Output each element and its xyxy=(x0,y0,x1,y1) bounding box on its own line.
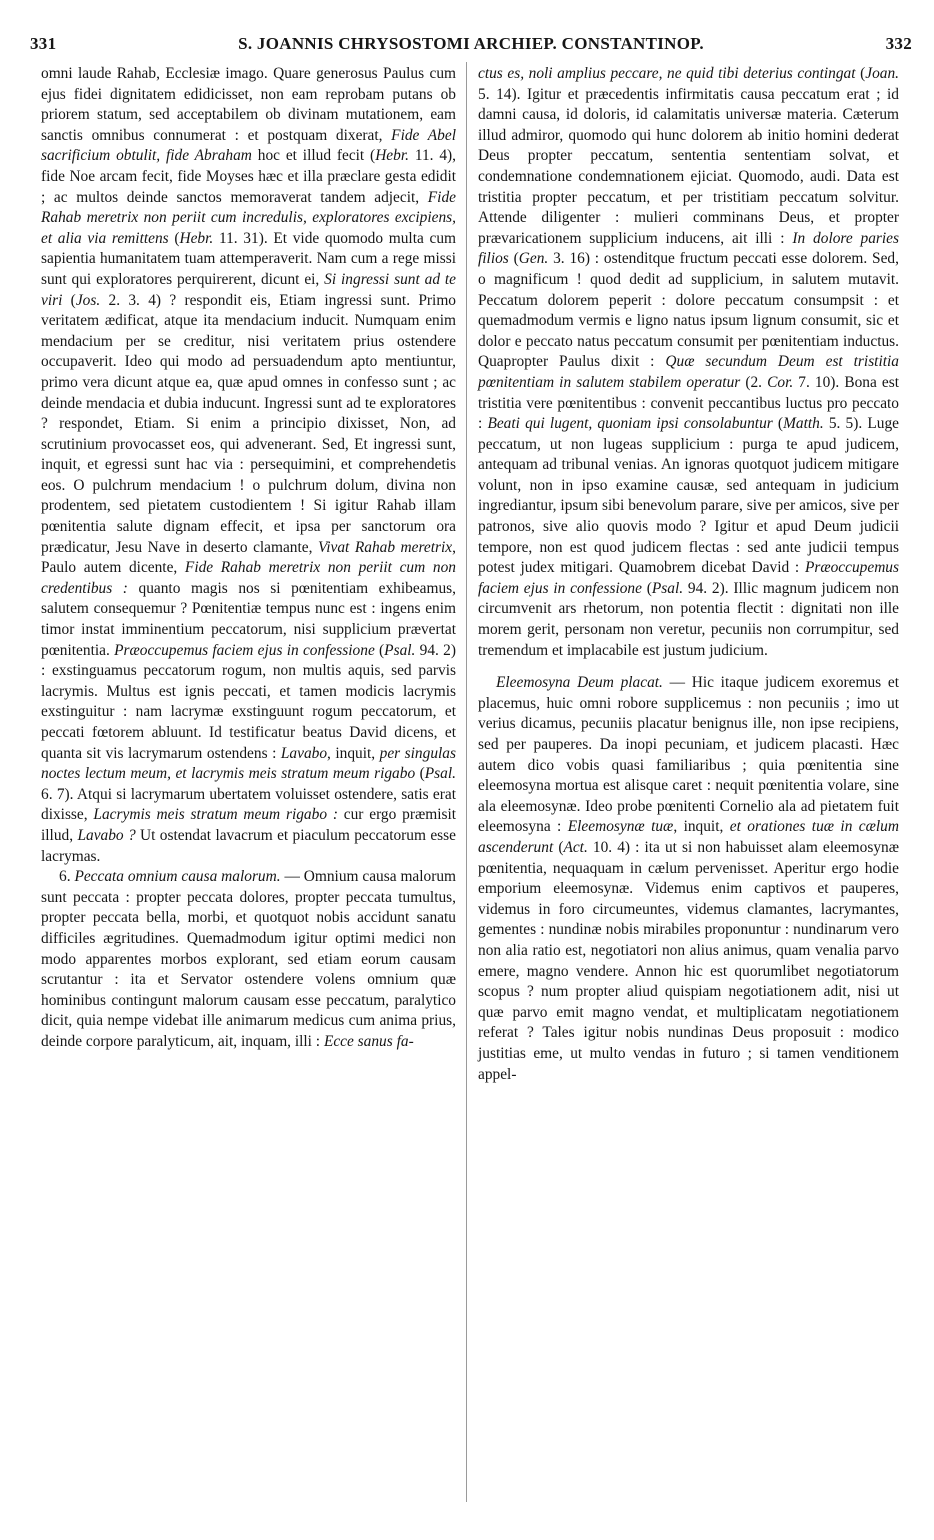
italic-run: Jos. xyxy=(75,291,101,309)
italic-run: Ecce sanus fa- xyxy=(323,1032,414,1050)
italic-run: Psal. xyxy=(651,579,684,597)
column-divider xyxy=(466,62,467,1502)
page-number-left: 331 xyxy=(30,34,57,53)
italic-run: Fide Rahab meretrix non periit cum incredulis, exploratores excipiens, et alia via remittens xyxy=(41,188,456,247)
italic-run: Peccata omnium causa malorum. xyxy=(74,868,281,886)
italic-run: per singulas noctes lectum meum, et lacrymis meis stratum meum rigabo xyxy=(41,744,456,783)
page-number-right: 332 xyxy=(885,34,912,53)
italic-run: Fide Abel sacrificium obtulit, fide Abraham xyxy=(41,126,456,165)
italic-run: Gen. xyxy=(518,250,549,268)
italic-run: ctus es, noli amplius peccare, ne quid tibi deterius contingat xyxy=(478,65,856,82)
left-paragraph-2: 6. Peccata omnium causa malorum. — Omnium causa malorum sunt peccata : propter peccata dolores, propter peccata tumultus, propter peccata bella, morbi, et quotquot nobis accidunt sanatu difficiles ægritudines. Quemadmodum igitur optimi medici non modo apparentes morbos explorant, sed etiam eorum causam scrutantur : ita et Servator ostendere volens omnium quæ hominibus contingunt malorum causam esse peccatum, paralytico dicit, quia nempe videbat ille animarum medicus cum anima prius, deinde corpore paralyticum, ait, inquam, illi : Ecce sanus fa- xyxy=(41,868,457,1050)
italic-run: Cor. xyxy=(767,373,794,391)
italic-run: Act. xyxy=(563,838,588,856)
italic-run: Psal. xyxy=(424,765,456,783)
right-paragraph-1: ctus es, noli amplius peccare, ne quid tibi deterius contingat (Joan. 5. 14). Igitur et præcedentis infirmitatis causa peccatum erat ; id damni causa, id doloris, id calamitatis universæ materia. Cæterum illud admiror, quomodo qui hunc dolorem ab initio homini dederat Deus propter peccatum, sententia sententiam solvat, et condemnatione condemnationem ejiciat. Quomodo, audi. Data est tristitia propter peccatum, et per tristitiam peccatum solvitur. Attende diligenter : mulieri comminans Deus, et propter prævaricationem supplicium inducens, ait illi : In dolore paries filios (Gen. 3. 16) : ostenditque fructum peccati esse dolorem. Sed, o magnificum ! quod dedit ad supplicium, in salutem mutavit. Peccatum dolorem peperit : dolore peccatum consumpsit : et quemadmodum vermis e ligno natus ipsum lignum consumit, sic et dolor e peccato natus peccatum consumit per pœnitentiam inductus. Quapropter Paulus dixit : Quæ secundum Deum est tristitia pœnitentiam in salutem stabilem operatur (2. Cor. 7. 10). Bona est tristitia vere pœnitentibus : convenit peccantibus luctus pro peccato : Beati qui lugent, quoniam ipsi consolabuntur (Matth. 5. 5). Luge peccatum, ut non lugeas supplicium : purga te apud judicem, antequam ad tribunal venias. An ignoras quotquot judicem mitigare volunt, non in ipso examine causæ, sed antequam in judicium ingrediantur, ipsum sibi benevolum parare, sive per amicos, sive per patronos, sive alio quovis modo ? Igitur et apud Deum judicii tempore, non est quod judicem flectas : sed ante judicii tempus potest judex mitigari. Quamobrem dicebat David : Præoccupemus faciem ejus in confessione (Psal. 94. 2). Illic magnum judicem non circumvenit ars rhetorum, non potentia flectit : dignitati non ille morem gerit, personam non veretur, pecuniis non corrumpitur, sed tremendum et implacabile est justum judicium. xyxy=(478,65,900,659)
italic-run: Si ingressi sunt ad te viri xyxy=(41,270,457,309)
italic-run: Hebr. xyxy=(375,147,409,165)
italic-run: Fide Rahab meretrix non periit cum non credentibus : xyxy=(41,559,456,597)
italic-run: Lavabo ? xyxy=(77,826,136,844)
italic-run: In dolore paries filios xyxy=(478,229,900,268)
italic-run: Matth. xyxy=(783,415,824,433)
italic-run: Hebr. xyxy=(179,229,214,247)
italic-run: Præoccupemus faciem ejus in confessione xyxy=(114,641,375,659)
italic-run: Lavabo xyxy=(280,744,328,762)
left-paragraph-1: omni laude Rahab, Ecclesiæ imago. Quare generosus Paulus cum ejus fidei dignitatem edidicisset, non eam reprobam putans ob priorem statum, sed acceptabilem ob divinam mutationem, eam sanctis omnibus connumerat : et postquam dixerat, Fide Abel sacrificium obtulit, fide Abraham hoc et illud fecit (Hebr. 11. 4), fide Noe arcam fecit, fide Moyses hæc et illa præclare gesta edidit ; ac multos deinde sanctos memoraverat tandem adjecit, Fide Rahab meretrix non periit cum incredulis, exploratores excipiens, et alia via remittens (Hebr. 11. 31). Et vide quomodo multa cum sapientia humanitatem tuam attemperaverit. Nam cum a rege missi sunt qui exploratores perquirerent, dicunt ei, Si ingressi sunt ad te viri (Jos. 2. 3. 4) ? respondit eis, Etiam ingressi sunt. Primo veritatem ædificat, atque ita mendacium inducit. Numquam enim mendacium per se creditur, nisi veritatem prius ostendere occupaverit. Ideo qui modo ad persuadendum apto mentiuntur, primo vera dicunt atque ea, quæ apud omnes in confesso sunt ; ac deinde mendacia et dubia inducunt. Ingressi sunt ad te exploratores ? respondet, Etiam. Si enim a principio dixisset, Non, ad scrutinium provocasset eos, qui advenerant. Sed, Et ingressi sunt, inquit, et egressi sunt hac via : persequimini, et comprehendetis eos. O pulchrum mendacium ! o pulchrum dolum, divina non prodentem, sed pietatem custodientem ! Si igitur Rahab illam pœnitentia salute dignam effecit, et ipsa per sanctorum ora prædicatur, Jesu Nave in deserto clamante, Vivat Rahab meretrix, Paulo autem dicente, Fide Rahab meretrix non periit cum non credentibus : quanto magis nos si pœnitentiam exhibeamus, salutem consequemur ? Pœnitentiæ tempus nunc est : ingens enim timor instat imminentium peccatorum, nisi supplicium prævertat pœnitentia. Præoccupemus faciem ejus in confessione (Psal. 94. 2) : exstinguamus peccatorum rogum, non multis aquis, sed parvis lacrymis. Multus est ignis peccati, et tamen modicis lacrymis exstinguitur : nam lacrymæ exstinguunt rogum peccatorum, et peccati fœtorem abluunt. Id testificatur beatus David dicens, et quanta sit vis lacrymarum ostendens : Lavabo, inquit, per singulas noctes lectum meum, et lacrymis meis stratum meum rigabo (Psal. 6. 7). Atqui si lacrymarum ubertatem voluisset ostendere, satis erat dixisse, Lacrymis meis stratum meum rigabo : cur ergo præmisit illud, Lavabo ? Ut ostendat lavacrum et piaculum peccatorum esse lacrymas. xyxy=(41,65,457,865)
italic-run: Quæ secundum Deum est tristitia pœnitentiam in salutem stabilem operatur xyxy=(478,353,899,391)
right-paragraph-2: Eleemosyna Deum placat. — Hic itaque judicem exoremus et placemus, huic omni robore supplicemus : non pecuniis ; imo ut verius dicamus, pecuniis placatur benignus ille, non ipse recipiens, sed per pauperes. Da inopi pecuniam, et judicem placasti. Hæc autem dico vobis quasi familiaribus ; quia pœnitentia sine eleemosyna mortua est alisque caret : nequit pœnitentia volare, sine ala eleemosynæ. Ideo probe pœnitenti Cornelio ala ad pietatem fuit eleemosyna : Eleemosynæ tuæ, inquit, et orationes tuæ in cælum ascenderunt (Act. 10. 4) : ita ut si non habuisset alam eleemosynæ pœnitentia, nequaquam in cælum pervenisset. Aperitur ergo hodie emporium eleemosynæ. Videmus enim captivos et pauperes, videmus in foro circumeuntes, videmus clamantes, lacrymantes, gementes : nundinæ nobis mirabiles proponuntur : nundinarum vero non alia ratio est, negotiatori non alius animus, quam venalia parvo emere, magno vendere. Annon hic est quorumlibet negotiatorum scopus ? num propter aliud quispiam negotiationem adit, nisi ut quæ parvo emit magno vendat, et multiplicatam negotiationem referat ? Tales igitur nobis nundinas Deus proposuit : modico justitias eme, ut multo vendas in futuro ; si tamen venditionem appel- xyxy=(478,674,899,1083)
italic-run: Eleemosynæ tuæ xyxy=(567,818,674,836)
italic-run: Vivat Rahab meretrix xyxy=(317,538,453,556)
italic-run: et orationes tuæ in cælum ascenderunt xyxy=(478,818,899,856)
running-header xyxy=(30,34,912,58)
italic-run: Beati qui lugent, quoniam ipsi consolabuntur xyxy=(487,415,773,433)
italic-run: Lacrymis meis stratum meum rigabo : xyxy=(93,806,338,824)
italic-run: Eleemosyna Deum placat. xyxy=(496,674,663,692)
right-column xyxy=(478,64,899,1085)
left-column xyxy=(41,64,456,1053)
italic-run: Præoccupemus faciem ejus in confessione xyxy=(478,559,899,597)
running-title: S. JOANNIS CHRYSOSTOMI ARCHIEP. CONSTANTINOP. xyxy=(238,34,704,53)
italic-run: Psal. xyxy=(384,641,416,659)
italic-run: Joan. xyxy=(865,65,899,82)
